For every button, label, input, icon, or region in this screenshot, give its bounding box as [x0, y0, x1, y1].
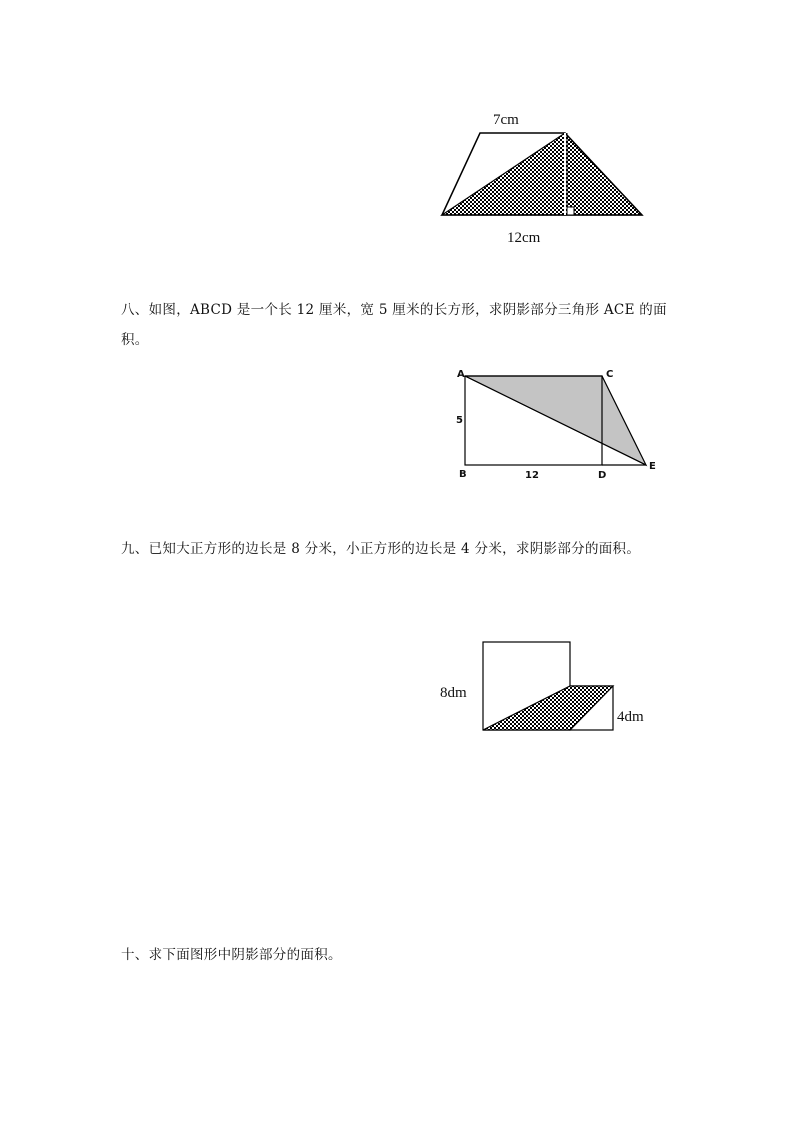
shaded-parallelogram — [483, 686, 613, 730]
point-e-label: E — [649, 461, 656, 472]
small-square-label: 4dm — [617, 709, 644, 725]
question-9-text: 九、已知大正方形的边长是 8 分米，小正方形的边长是 4 分米，求阴影部分的面积。 — [121, 541, 641, 557]
big-square-label: 8dm — [440, 685, 467, 701]
point-a-label: A — [457, 369, 465, 380]
point-b-label: B — [459, 469, 467, 480]
trapezoid-figure — [430, 105, 660, 250]
point-c-label: C — [606, 369, 614, 380]
rectangle-figure — [450, 362, 665, 487]
right-angle-mark — [567, 207, 574, 215]
point-d-label: D — [598, 470, 607, 481]
bottom-length-label: 12cm — [507, 230, 541, 246]
top-length-label: 7cm — [493, 112, 519, 128]
question-8-text: 八、如图，ABCD 是一个长 12 厘米，宽 5 厘米的长方形，求阴影部分三角形 ACE 的面积。 — [121, 302, 667, 348]
squares-figure — [438, 635, 658, 740]
question-10-text: 十、求下面图形中阴影部分的面积。 — [121, 947, 342, 963]
bottom-length-label: 12 — [525, 470, 539, 481]
side-length-label: 5 — [456, 415, 463, 426]
shaded-triangle — [442, 133, 642, 215]
